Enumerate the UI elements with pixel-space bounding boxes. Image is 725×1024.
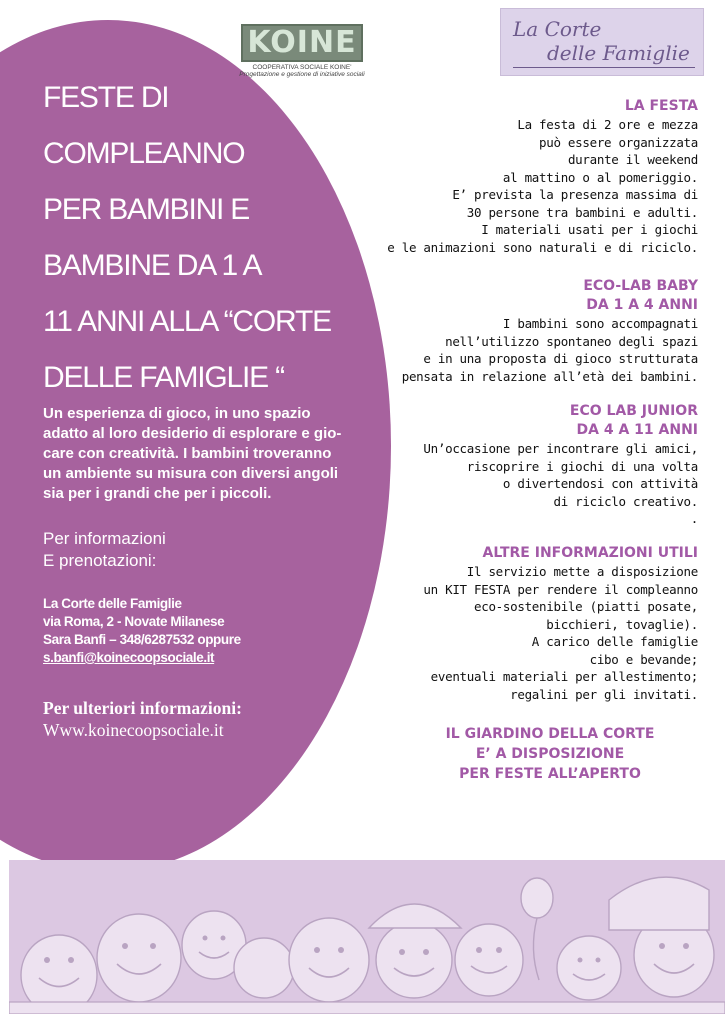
section-line: A carico delle famiglie [531, 634, 698, 649]
intro-line: un ambiente su misura con diversi angoli [43, 465, 339, 482]
garden-line: IL GIARDINO DELLA CORTE [445, 726, 655, 742]
corte-logo-line2: delle Famiglie [547, 41, 690, 65]
section-line: I bambini sono accompagnati [502, 316, 698, 331]
garden-line: PER FESTE ALL’APERTO [459, 766, 641, 782]
corte-logo-underline [513, 67, 695, 68]
intro-line: sia per i grandi che per i piccoli. [43, 485, 272, 502]
info-heading-line: Per informazioni [43, 529, 166, 548]
contact-address: via Roma, 2 - Novate Milanese [43, 614, 225, 629]
contact-email-link[interactable]: s.banfi@koinecoopsociale.it [43, 650, 215, 665]
section-line: e in una proposta di gioco strutturata [423, 351, 698, 366]
section-line: 30 persone tra bambini e adulti. [466, 204, 698, 220]
section-heading: ALTRE INFORMAZIONI UTILI [482, 545, 698, 561]
section-line: Un’occasione per incontrare gli amici, [423, 441, 698, 456]
garden-line: E’ A DISPOSIZIONE [475, 746, 625, 762]
corte-delle-famiglie-logo [500, 8, 704, 76]
child-face [234, 938, 294, 998]
section-line: La festa di 2 ore e mezza [517, 117, 698, 132]
section-line: durante il weekend [567, 152, 698, 167]
contact-phone: Sara Banfi – 348/6287532 oppure [43, 632, 241, 647]
house-icon [609, 877, 709, 930]
section-line: o divertendosi con attività [502, 476, 698, 491]
section-line: eco-sostenibile (piatti posate, [474, 599, 698, 614]
children-illustration [9, 860, 725, 1014]
section-line: riscoprire i giochi di una volta [466, 458, 698, 474]
section-eco-lab-baby [402, 277, 698, 385]
section-altre-informazioni [423, 544, 698, 703]
section-line: I materiali usati per i giochi [481, 222, 698, 237]
child-face [97, 914, 181, 1002]
child-face [289, 918, 369, 1002]
section-line: un KIT FESTA per rendere il compleanno [423, 581, 698, 597]
hat-icon [369, 904, 461, 928]
contact-block [43, 595, 241, 667]
section-line: eventuali materiali per allestimento; [430, 669, 698, 684]
section-line: e le animazioni sono naturali e di riciclo. [387, 239, 698, 255]
section-line: di riciclo creativo. [553, 493, 698, 509]
headline [43, 70, 383, 406]
children-illustration-banner [9, 860, 725, 1014]
section-line: regalini per gli invitati. [510, 686, 698, 702]
corte-logo-line1: La Corte [513, 17, 602, 41]
headline-line: FESTE DI [43, 81, 169, 114]
headline-line: PER BAMBINI E [43, 193, 250, 226]
child-face [455, 924, 523, 996]
section-line: può essere organizzata [539, 134, 698, 150]
headline-line: COMPLEANNO [43, 137, 245, 170]
section-line: nell’utilizzo spontaneo degli spazi [445, 333, 698, 349]
section-heading: LA FESTA [624, 98, 698, 114]
info-heading [43, 528, 166, 572]
intro-line: adatto al loro desiderio di esplorare e gio- [43, 425, 342, 442]
info-heading-line: E prenotazioni: [43, 551, 157, 570]
section-la-festa [387, 97, 698, 256]
intro-line: Un esperienza di gioco, in uno spazio [43, 405, 311, 422]
intro-line: care con creatività. I bambini troveranno [43, 445, 332, 462]
section-line: cibo e bevande; [589, 651, 698, 667]
koine-wordmark: KOINE [241, 24, 362, 62]
website-link[interactable]: Www.koinecoopsociale.it [43, 720, 224, 740]
koine-subtitle: COOPERATIVA SOCIALE KOINE' [252, 64, 352, 71]
headline-line: BAMBINE DA 1 A [43, 249, 262, 282]
illustration-ledge [9, 1002, 725, 1014]
contact-name: La Corte delle Famiglie [43, 596, 182, 611]
headline-line: DELLE FAMIGLIE “ [43, 361, 284, 394]
section-heading: ECO LAB JUNIOR [569, 403, 698, 419]
further-info [43, 697, 242, 741]
headline-line: 11 ANNI ALLA “CORTE [43, 305, 331, 338]
garden-notice [400, 724, 700, 784]
section-heading: DA 4 A 11 ANNI [576, 422, 698, 438]
section-line: pensata in relazione all’età dei bambini. [401, 368, 698, 384]
section-heading: ECO-LAB BABY [583, 278, 698, 294]
child-face [557, 936, 621, 1000]
section-line: al mattino o al pomeriggio. [502, 169, 698, 185]
section-eco-lab-junior [423, 402, 698, 528]
section-line: . [690, 511, 698, 526]
further-info-label: Per ulteriori informazioni: [43, 698, 242, 718]
section-line: Il servizio mette a disposizione [466, 564, 698, 579]
section-heading: DA 1 A 4 ANNI [586, 297, 698, 313]
intro-paragraph [43, 404, 373, 504]
koine-tagline: Progettazione e gestione di iniziative sociali [239, 71, 365, 78]
balloon-icon [521, 878, 553, 918]
section-line: bicchieri, tovaglie). [546, 616, 698, 632]
balloon-string [533, 918, 539, 980]
section-line: E’ prevista la presenza massima di [452, 187, 698, 202]
child-face [376, 922, 452, 998]
